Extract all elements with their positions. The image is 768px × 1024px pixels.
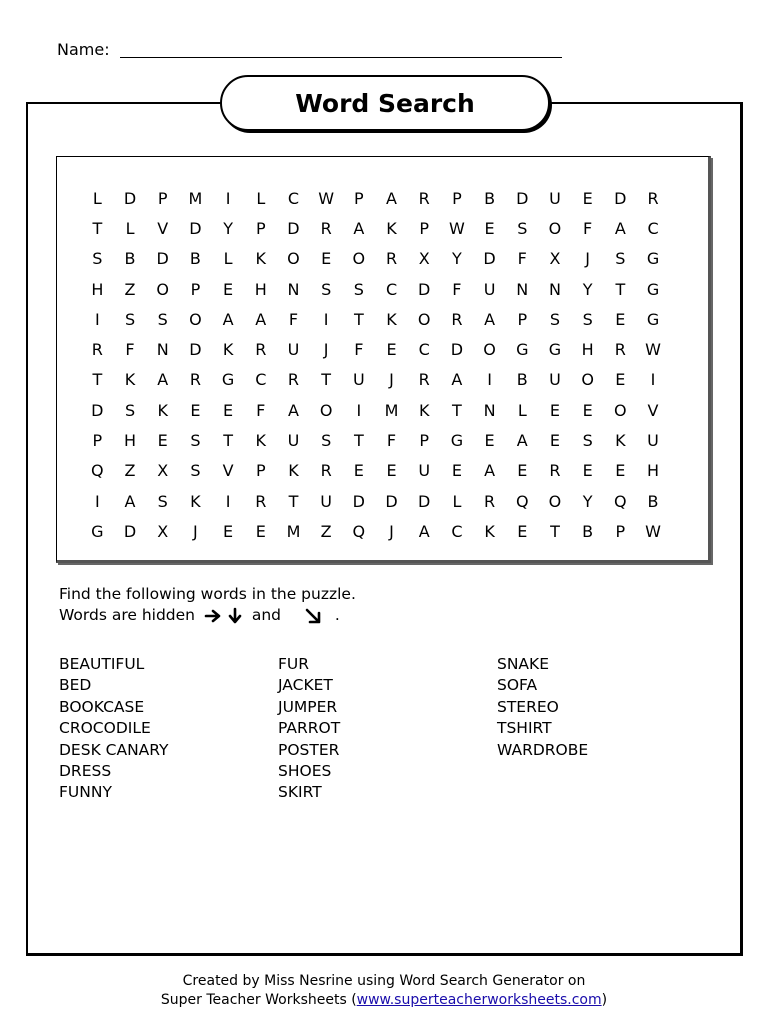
word-list-column-2 bbox=[278, 654, 340, 804]
grid-letter: S bbox=[190, 431, 201, 451]
grid-letter: K bbox=[222, 340, 234, 360]
grid-letter: R bbox=[484, 491, 496, 511]
grid-letter: S bbox=[582, 431, 593, 451]
grid-letter: P bbox=[517, 309, 528, 329]
grid-letter: A bbox=[614, 218, 626, 238]
footer-line-2 bbox=[0, 991, 768, 1010]
grid-letter: Q bbox=[352, 521, 366, 541]
grid-row bbox=[81, 486, 701, 516]
grid-letter: S bbox=[549, 309, 561, 329]
grid-letter: E bbox=[615, 309, 626, 329]
grid-letter: P bbox=[354, 188, 364, 208]
grid-letter: X bbox=[157, 521, 169, 541]
grid-letter: O bbox=[581, 370, 594, 390]
word-list-item: SNAKE bbox=[497, 655, 549, 673]
grid-letter: J bbox=[193, 521, 198, 541]
grid-row bbox=[81, 244, 701, 274]
grid-letter: B bbox=[484, 188, 496, 208]
grid-letter: E bbox=[321, 249, 332, 269]
grid-letter: E bbox=[223, 521, 234, 541]
grid-letter: P bbox=[615, 521, 626, 541]
grid-letter: F bbox=[125, 340, 135, 360]
grid-letter: E bbox=[353, 461, 364, 481]
grid-letter: D bbox=[483, 249, 496, 269]
grid-letter: M bbox=[188, 188, 203, 208]
grid-letter: P bbox=[452, 188, 462, 208]
footer-line-1: Created by Miss Nesrine using Word Search Generator on bbox=[182, 973, 586, 989]
grid-letter: X bbox=[549, 249, 561, 269]
grid-letter: T bbox=[550, 521, 560, 541]
grid-letter: N bbox=[548, 279, 561, 299]
grid-letter: R bbox=[189, 370, 201, 390]
grid-letter: E bbox=[255, 521, 266, 541]
grid-letter: L bbox=[125, 218, 135, 238]
arrow-down-icon bbox=[227, 607, 243, 625]
grid-letter: P bbox=[190, 279, 201, 299]
grid-letter: K bbox=[484, 521, 495, 541]
grid-letter: R bbox=[385, 249, 398, 269]
instructions-and: and bbox=[251, 606, 281, 624]
grid-letter: D bbox=[287, 218, 300, 238]
grid-letter: K bbox=[255, 431, 267, 451]
grid-letter: S bbox=[92, 249, 103, 269]
grid-letter: F bbox=[583, 218, 593, 238]
grid-letter: O bbox=[156, 279, 170, 299]
grid-letter: S bbox=[124, 400, 136, 420]
word-list-item: TSHIRT bbox=[497, 719, 552, 738]
grid-letter: T bbox=[321, 370, 332, 390]
grid-letter: T bbox=[223, 431, 233, 451]
grid-letter: F bbox=[386, 431, 397, 451]
grid-letter: I bbox=[323, 309, 329, 329]
grid-letter: P bbox=[255, 461, 266, 481]
grid-letter: J bbox=[323, 340, 329, 360]
grid-letter: A bbox=[124, 491, 136, 511]
grid-letter: K bbox=[386, 309, 397, 329]
grid-letter: X bbox=[418, 249, 430, 269]
grid-letter: G bbox=[221, 370, 235, 390]
grid-letter: R bbox=[287, 370, 300, 390]
grid-letter: G bbox=[646, 279, 660, 299]
grid-letter: H bbox=[647, 461, 660, 481]
grid-letter: U bbox=[647, 431, 659, 451]
grid-letter: B bbox=[189, 249, 201, 269]
word-list-item: STEREO bbox=[497, 697, 559, 716]
grid-letter: R bbox=[320, 461, 332, 481]
grid-letter: H bbox=[254, 279, 267, 299]
instructions-line-1: Find the following words in the puzzle. bbox=[59, 585, 356, 603]
grid-letter: Y bbox=[582, 491, 593, 511]
grid-letter: D bbox=[189, 340, 202, 360]
grid-letter: J bbox=[389, 521, 394, 541]
grid-letter: E bbox=[549, 400, 561, 420]
name-label: Name: bbox=[57, 40, 110, 59]
footer bbox=[0, 972, 768, 1010]
grid-letter: L bbox=[517, 400, 527, 420]
footer-prefix: Super Teacher Worksheets ( bbox=[160, 992, 357, 1008]
grid-letter: E bbox=[223, 279, 234, 299]
grid-letter: T bbox=[92, 370, 103, 390]
grid-letter: W bbox=[448, 218, 465, 238]
grid-letter: G bbox=[450, 431, 464, 451]
grid-letter: R bbox=[91, 340, 103, 360]
word-list-item: BEAUTIFUL bbox=[59, 655, 145, 673]
grid-letter: C bbox=[418, 340, 430, 360]
grid-letter: H bbox=[581, 340, 594, 360]
word-list-item: DESK CANARY bbox=[59, 740, 169, 759]
grid-letter: S bbox=[615, 249, 626, 269]
grid-letter: R bbox=[451, 309, 463, 329]
grid-letter: L bbox=[256, 188, 266, 208]
grid-letter: E bbox=[484, 431, 495, 451]
grid-letter: H bbox=[91, 279, 104, 299]
grid-letter: K bbox=[418, 400, 430, 420]
grid-row bbox=[81, 425, 701, 455]
grid-letter: Y bbox=[223, 218, 233, 238]
grid-letter: N bbox=[516, 279, 529, 299]
grid-letter: K bbox=[157, 400, 168, 420]
grid-letter: J bbox=[585, 249, 591, 269]
grid-letter: E bbox=[190, 400, 201, 420]
grid-letter: I bbox=[225, 188, 231, 208]
grid-letter: I bbox=[94, 309, 100, 329]
grid-letter: S bbox=[353, 279, 364, 299]
word-list-item: BOOKCASE bbox=[59, 697, 145, 716]
grid-letter: P bbox=[419, 218, 430, 238]
grid-letter: D bbox=[352, 491, 365, 511]
grid-letter: T bbox=[353, 431, 364, 451]
grid-letter: O bbox=[548, 491, 562, 511]
grid-letter: K bbox=[615, 431, 626, 451]
grid-letter: M bbox=[286, 521, 301, 541]
grid-letter: D bbox=[156, 249, 169, 269]
grid-row bbox=[81, 395, 701, 425]
letter-grid bbox=[81, 183, 701, 547]
grid-letter: E bbox=[549, 431, 561, 451]
footer-suffix: ) bbox=[601, 992, 608, 1008]
grid-letter: A bbox=[255, 309, 267, 329]
grid-letter: R bbox=[614, 340, 626, 360]
diagonal-icon-wrap bbox=[304, 605, 322, 626]
grid-letter: G bbox=[646, 249, 660, 269]
grid-letter: L bbox=[92, 188, 102, 208]
grid-letter: S bbox=[124, 309, 136, 329]
word-list-item: FUNNY bbox=[59, 783, 112, 802]
word-list-column-3 bbox=[497, 654, 588, 761]
grid-row bbox=[81, 213, 701, 243]
grid-row bbox=[81, 304, 701, 334]
grid-letter: Z bbox=[124, 461, 136, 481]
grid-letter: O bbox=[287, 249, 300, 269]
grid-letter: R bbox=[549, 461, 561, 481]
word-list-item: JUMPER bbox=[278, 697, 338, 716]
grid-letter: E bbox=[451, 461, 462, 481]
grid-letter: B bbox=[582, 521, 594, 541]
grid-letter: Q bbox=[515, 491, 529, 511]
grid-letter: D bbox=[385, 491, 398, 511]
grid-letter: Q bbox=[91, 461, 104, 481]
grid-row bbox=[81, 334, 701, 364]
grid-letter: P bbox=[92, 431, 103, 451]
grid-letter: K bbox=[124, 370, 136, 390]
grid-letter: O bbox=[189, 309, 202, 329]
grid-letter: G bbox=[91, 521, 104, 541]
grid-letter: A bbox=[386, 188, 397, 208]
grid-letter: O bbox=[417, 309, 431, 329]
grid-letter: E bbox=[517, 461, 528, 481]
grid-letter: F bbox=[288, 309, 299, 329]
word-list-item: POSTER bbox=[278, 740, 340, 759]
grid-letter: U bbox=[483, 279, 496, 299]
grid-letter: I bbox=[487, 370, 492, 390]
word-list-item: WARDROBE bbox=[497, 740, 589, 759]
grid-letter: D bbox=[418, 491, 431, 511]
grid-letter: P bbox=[157, 188, 168, 208]
grid-letter: C bbox=[287, 188, 300, 208]
grid-letter: U bbox=[352, 370, 365, 390]
grid-row bbox=[81, 456, 701, 486]
grid-letter: R bbox=[647, 188, 659, 208]
word-list-item: JACKET bbox=[278, 676, 333, 695]
grid-letter: A bbox=[287, 400, 299, 420]
word-list-item: DRESS bbox=[59, 762, 112, 781]
grid-letter: N bbox=[483, 400, 496, 420]
grid-letter: S bbox=[582, 309, 593, 329]
grid-letter: U bbox=[549, 370, 561, 390]
grid-letter: T bbox=[615, 279, 626, 299]
grid-letter: C bbox=[385, 279, 398, 299]
grid-letter: R bbox=[418, 370, 430, 390]
grid-row bbox=[81, 183, 701, 213]
grid-letter: G bbox=[516, 340, 529, 360]
grid-letter: E bbox=[615, 461, 626, 481]
grid-letter: D bbox=[123, 521, 137, 541]
grid-letter: E bbox=[157, 431, 168, 451]
arrow-down-right-icon bbox=[304, 607, 322, 625]
grid-letter: E bbox=[517, 521, 528, 541]
instructions-line-2 bbox=[59, 605, 356, 626]
word-list-item: CROCODILE bbox=[59, 719, 151, 738]
grid-letter: F bbox=[452, 279, 462, 299]
name-line[interactable] bbox=[120, 57, 562, 58]
grid-letter: S bbox=[321, 431, 332, 451]
grid-letter: G bbox=[646, 309, 660, 329]
grid-letter: D bbox=[450, 340, 464, 360]
title-banner bbox=[220, 75, 550, 131]
grid-letter: U bbox=[287, 340, 300, 360]
word-list-item: PARROT bbox=[278, 719, 341, 738]
page-title: Word Search bbox=[295, 88, 475, 118]
grid-letter: E bbox=[223, 400, 234, 420]
grid-letter: O bbox=[548, 218, 562, 238]
grid-letter: T bbox=[288, 491, 299, 511]
grid-letter: S bbox=[157, 309, 168, 329]
grid-letter: V bbox=[222, 461, 234, 481]
grid-letter: B bbox=[647, 491, 659, 511]
grid-letter: R bbox=[255, 340, 267, 360]
grid-letter: O bbox=[614, 400, 627, 420]
grid-row bbox=[81, 516, 701, 546]
grid-letter: O bbox=[483, 340, 496, 360]
grid-letter: E bbox=[615, 370, 626, 390]
grid-row bbox=[81, 274, 701, 304]
grid-row bbox=[81, 365, 701, 395]
grid-letter: W bbox=[645, 521, 661, 541]
grid-letter: A bbox=[418, 521, 430, 541]
grid-letter: M bbox=[384, 400, 399, 420]
word-list-column-1 bbox=[59, 654, 169, 804]
grid-letter: A bbox=[484, 309, 496, 329]
grid-letter: T bbox=[452, 400, 462, 420]
grid-letter: Y bbox=[452, 249, 462, 269]
grid-letter: E bbox=[582, 400, 593, 420]
grid-letter: E bbox=[484, 218, 495, 238]
grid-letter: A bbox=[157, 370, 169, 390]
grid-letter: R bbox=[418, 188, 430, 208]
grid-letter: I bbox=[94, 491, 100, 511]
grid-letter: J bbox=[389, 370, 394, 390]
footer-link[interactable]: www.superteacherworksheets.com bbox=[356, 992, 602, 1008]
grid-letter: U bbox=[549, 188, 561, 208]
grid-letter: S bbox=[190, 461, 201, 481]
grid-letter: B bbox=[516, 370, 528, 390]
grid-letter: H bbox=[124, 431, 137, 451]
grid-letter: T bbox=[92, 218, 103, 238]
grid-letter: I bbox=[356, 400, 362, 420]
grid-letter: W bbox=[645, 340, 661, 360]
direction-icons bbox=[204, 605, 243, 626]
grid-letter: N bbox=[287, 279, 300, 299]
grid-letter: Z bbox=[320, 521, 332, 541]
grid-letter: L bbox=[452, 491, 462, 511]
grid-letter: U bbox=[320, 491, 333, 511]
grid-letter: G bbox=[548, 340, 562, 360]
word-list-item: SOFA bbox=[497, 676, 538, 695]
grid-letter: Q bbox=[614, 491, 627, 511]
grid-letter: P bbox=[255, 218, 266, 238]
grid-letter: C bbox=[255, 370, 267, 390]
word-list-item: SHOES bbox=[278, 762, 332, 781]
grid-letter: O bbox=[319, 400, 333, 420]
word-list-item: FUR bbox=[278, 655, 310, 673]
grid-letter: E bbox=[582, 188, 593, 208]
grid-letter: L bbox=[223, 249, 233, 269]
grid-letter: B bbox=[124, 249, 136, 269]
grid-letter: P bbox=[419, 431, 430, 451]
instructions bbox=[59, 584, 356, 626]
word-list-item: BED bbox=[59, 676, 92, 695]
word-list-item: SKIRT bbox=[278, 783, 322, 802]
arrow-right-icon bbox=[204, 608, 222, 624]
grid-letter: A bbox=[451, 370, 463, 390]
grid-letter: V bbox=[647, 400, 659, 420]
instructions-prefix: Words are hidden bbox=[59, 606, 196, 624]
grid-letter: U bbox=[418, 461, 431, 481]
grid-letter: F bbox=[256, 400, 266, 420]
grid-letter: V bbox=[157, 218, 169, 238]
grid-letter: A bbox=[516, 431, 528, 451]
grid-letter: Z bbox=[124, 279, 136, 299]
grid-letter: T bbox=[353, 309, 364, 329]
grid-letter: E bbox=[386, 461, 397, 481]
grid-letter: X bbox=[157, 461, 169, 481]
grid-letter: D bbox=[123, 188, 137, 208]
grid-letter: R bbox=[320, 218, 332, 238]
grid-letter: F bbox=[354, 340, 364, 360]
grid-letter: I bbox=[225, 491, 231, 511]
grid-letter: W bbox=[318, 188, 335, 208]
grid-letter: S bbox=[157, 491, 168, 511]
grid-letter: O bbox=[352, 249, 366, 269]
grid-letter: R bbox=[255, 491, 267, 511]
grid-letter: C bbox=[647, 218, 659, 238]
grid-letter: N bbox=[156, 340, 169, 360]
grid-letter: E bbox=[386, 340, 397, 360]
grid-letter: F bbox=[517, 249, 527, 269]
puzzle-box bbox=[56, 156, 711, 563]
grid-letter: K bbox=[288, 461, 299, 481]
grid-letter: S bbox=[321, 279, 332, 299]
grid-letter: I bbox=[650, 370, 656, 390]
grid-letter: U bbox=[287, 431, 300, 451]
grid-letter: K bbox=[255, 249, 267, 269]
grid-letter: D bbox=[614, 188, 627, 208]
grid-letter: D bbox=[91, 400, 104, 420]
grid-letter: A bbox=[353, 218, 365, 238]
grid-letter: D bbox=[418, 279, 431, 299]
grid-letter: Y bbox=[582, 279, 593, 299]
grid-letter: K bbox=[190, 491, 201, 511]
grid-letter: S bbox=[517, 218, 528, 238]
grid-letter: A bbox=[222, 309, 234, 329]
grid-letter: D bbox=[516, 188, 529, 208]
instructions-suffix: . bbox=[334, 606, 340, 624]
grid-letter: D bbox=[189, 218, 202, 238]
grid-letter: E bbox=[582, 461, 593, 481]
grid-letter: C bbox=[451, 521, 463, 541]
grid-letter: K bbox=[386, 218, 397, 238]
grid-letter: A bbox=[484, 461, 496, 481]
